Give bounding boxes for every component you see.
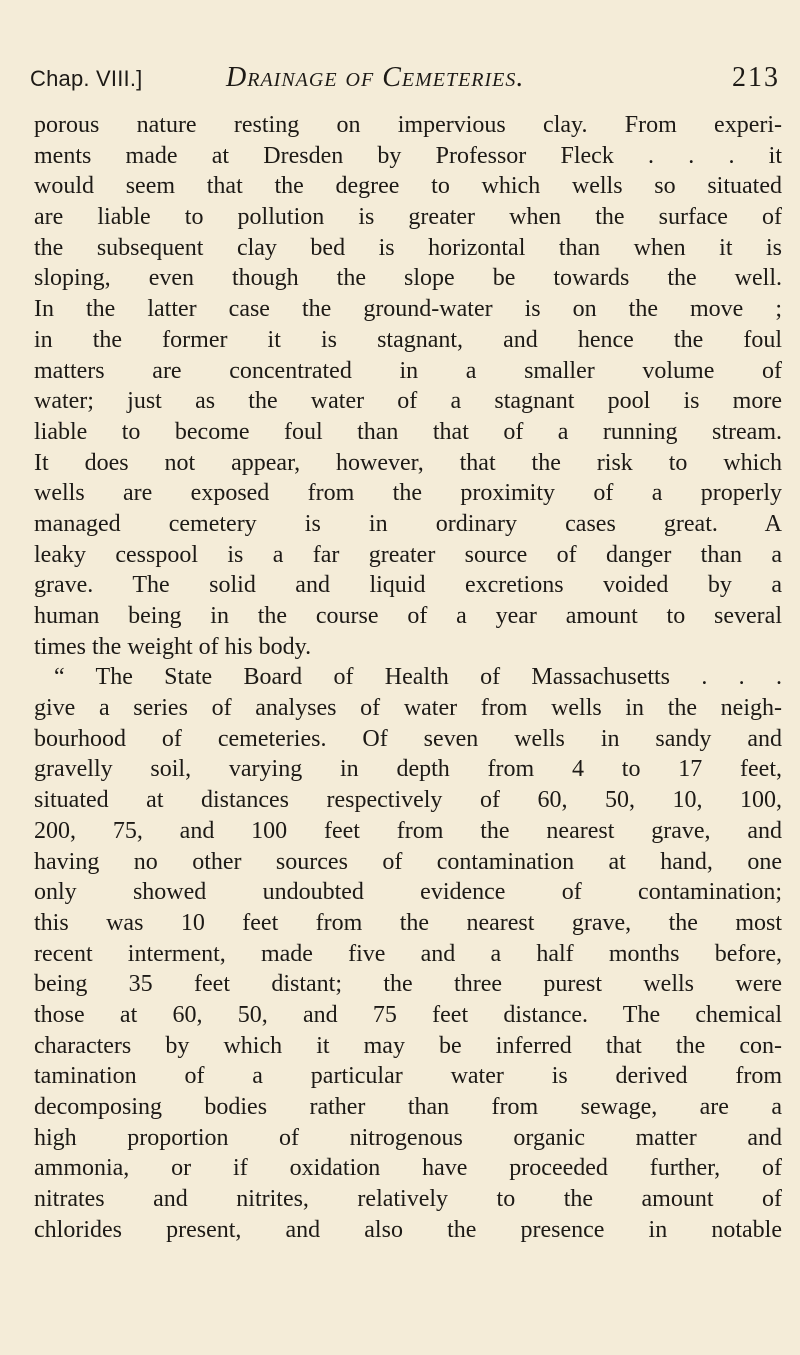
text-line: ments made at Dresden by Professor Fleck . . . it: [34, 142, 782, 169]
page-number: 213: [732, 62, 780, 93]
text-line: sloping, even though the slope be towards the well.: [34, 265, 782, 292]
text-line: chlorides present, and also the presence in notable: [34, 1216, 782, 1243]
running-head: [30, 62, 780, 98]
text-line: high proportion of nitrogenous organic matter and: [34, 1124, 782, 1151]
text-line: It does not appear, however, that the risk to which: [34, 449, 782, 476]
text-line: human being in the course of a year amount to several: [34, 603, 782, 629]
chapter-label: Chap. VIII.]: [30, 66, 143, 91]
text-line: matters are concentrated in a smaller volume of: [34, 357, 782, 384]
text-line: recent interment, made five and a half months before,: [34, 940, 782, 967]
text-line: “ The State Board of Health of Massachusetts . . .: [54, 664, 782, 691]
text-line: grave. The solid and liquid excretions voided by a: [34, 572, 782, 599]
text-line: wells are exposed from the proximity of a properly: [34, 480, 782, 507]
text-line: managed cemetery is in ordinary cases great. A: [34, 510, 782, 537]
text-line: gravelly soil, varying in depth from 4 to 17 feet,: [34, 756, 782, 783]
text-line: having no other sources of contamination at hand, one: [34, 848, 782, 875]
text-line: situated at distances respectively of 60, 50, 10, 100,: [34, 787, 782, 814]
body-text: [34, 110, 782, 1245]
text-line: give a series of analyses of water from wells in the neigh-: [34, 695, 782, 722]
text-line: 200, 75, and 100 feet from the nearest grave, and: [34, 817, 782, 844]
text-line: in the former it is stagnant, and hence the foul: [34, 326, 782, 353]
text-line: would seem that the degree to which wells so situated: [34, 173, 782, 200]
text-line: characters by which it may be inferred that the con-: [34, 1032, 782, 1059]
text-line: are liable to pollution is greater when the surface of: [34, 204, 782, 231]
text-line: the subsequent clay bed is horizontal than when it is: [34, 234, 782, 261]
text-line: water; just as the water of a stagnant pool is more: [34, 388, 782, 415]
text-line: leaky cesspool is a far greater source of danger than a: [34, 541, 782, 568]
running-title: Drainage of Cemeteries.: [226, 62, 525, 93]
text-line: decomposing bodies rather than from sewage, are a: [34, 1094, 782, 1120]
text-line: being 35 feet distant; the three purest wells were: [34, 971, 782, 998]
text-line: bourhood of cemeteries. Of seven wells in sandy and: [34, 725, 782, 752]
text-line: porous nature resting on impervious clay. From experi-: [34, 112, 782, 138]
text-line: this was 10 feet from the nearest grave, the most: [34, 909, 782, 936]
text-line: nitrates and nitrites, relatively to the amount of: [34, 1186, 782, 1213]
text-line: tamination of a particular water is derived from: [34, 1063, 782, 1090]
text-line: times the weight of his body.: [34, 633, 312, 660]
text-line: ammonia, or if oxidation have proceeded further, of: [34, 1155, 782, 1182]
text-line: liable to become foul than that of a running stream.: [34, 418, 782, 445]
text-line: those at 60, 50, and 75 feet distance. The chemical: [34, 1001, 782, 1028]
text-line: only showed undoubted evidence of contamination;: [34, 879, 782, 906]
text-line: In the latter case the ground-water is on the move ;: [34, 296, 782, 323]
